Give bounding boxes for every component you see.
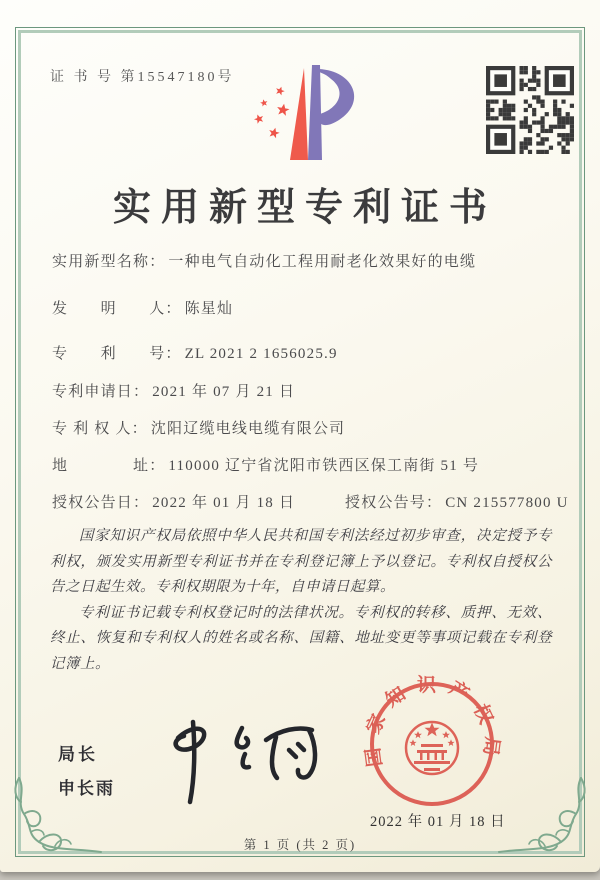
field-value: 2021 年 07 月 21 日 [152, 384, 296, 400]
field-filing-date [52, 380, 295, 401]
page-indicator: 第 1 页 (共 2 页) [243, 838, 357, 852]
signer-title: 局长 [58, 745, 98, 764]
national-emblem [406, 722, 458, 774]
field-value: 陈星灿 [184, 301, 234, 317]
field-label: 地 址： [52, 458, 166, 474]
grant-date [52, 495, 295, 511]
field-label: 授权公告日： [52, 495, 150, 511]
field-label: 专 利 权 人： [52, 421, 148, 437]
field-utility-name [52, 250, 476, 271]
grant-number [345, 491, 569, 512]
legal-paragraph-2: 专利证书记载专利权登记时的法律状况。专利权的转移、质押、无效、终止、恢复和专利权人的姓名或名称、国籍、地址变更等事项记载在专利登记簿上。 [50, 604, 552, 672]
signer-name: 申长雨 [58, 779, 115, 798]
seal-ring-text: 国家知识产权局 [361, 675, 503, 768]
field-value: 一种电气自动化工程用耐老化效果好的电缆 [168, 254, 477, 270]
field-label: 授权公告号： [345, 495, 443, 511]
field-label: 实用新型名称： [52, 254, 166, 270]
certificate-title: 实用新型专利证书 [112, 187, 497, 229]
cnipa-logo-icon [240, 60, 366, 168]
seal-date: 2022 年 01 月 18 日 [370, 814, 506, 830]
qr-code-icon [486, 66, 574, 154]
field-address [52, 454, 479, 475]
field-value: ZL 2021 2 1656025.9 [184, 346, 338, 362]
field-grant-row [52, 491, 569, 512]
field-patentee [52, 417, 345, 438]
official-seal-icon [361, 675, 503, 810]
field-label: 专利申请日： [52, 384, 150, 400]
svg-text:国家知识产权局 [361, 673, 504, 768]
signature-icon [148, 712, 343, 812]
legal-paragraph-1: 国家知识产权局依照中华人民共和国专利法经过初步审查，决定授予专利权，颁发实用新型专利证书并在专利登记簿上予以登记。专利权自授权公告之日起生效。专利权期限为十年，自申请日起算。 [50, 528, 552, 595]
certificate-number: 证 书 号 第15547180号 [50, 70, 235, 85]
legal-text [50, 524, 552, 677]
field-value: 沈阳辽缆电线电缆有限公司 [150, 421, 346, 437]
field-value: 110000 辽宁省沈阳市铁西区保工南街 51 号 [168, 458, 480, 474]
field-patent-number [52, 342, 338, 363]
field-label: 发 明 人： [52, 301, 182, 317]
field-value: CN 215577800 U [445, 495, 569, 511]
field-label: 专 利 号： [52, 346, 182, 362]
field-inventor [52, 297, 233, 318]
field-value: 2022 年 01 月 18 日 [152, 495, 296, 511]
